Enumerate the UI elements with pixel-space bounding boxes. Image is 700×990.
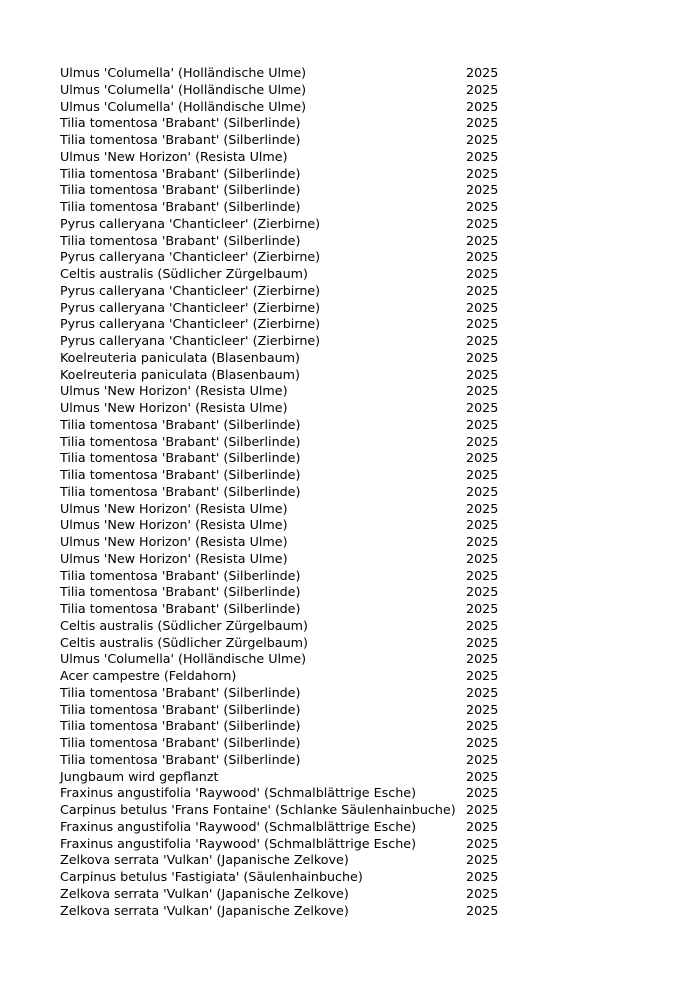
planting-year: 2025 [466, 416, 499, 432]
planting-year: 2025 [466, 349, 499, 365]
list-item [0, 685, 700, 702]
list-item [0, 501, 700, 518]
planting-year: 2025 [466, 433, 499, 449]
planting-year: 2025 [466, 148, 499, 164]
tree-name: Tilia tomentosa 'Brabant' (Silberlinde) [60, 701, 301, 717]
planting-year: 2025 [466, 249, 499, 265]
tree-name: Tilia tomentosa 'Brabant' (Silberlinde) [60, 735, 301, 750]
list-item [0, 601, 700, 618]
tree-name: Tilia tomentosa 'Brabant' (Silberlinde) [60, 199, 301, 214]
list-item [0, 300, 700, 317]
list-item [0, 383, 700, 400]
list-item [0, 869, 700, 886]
planting-year: 2025 [466, 651, 499, 667]
planting-year: 2025 [466, 316, 499, 332]
list-item [0, 584, 700, 601]
planting-year: 2025 [466, 550, 499, 566]
tree-name: Tilia tomentosa 'Brabant' (Silberlinde) [60, 433, 301, 449]
planting-year: 2025 [466, 450, 499, 466]
tree-name: Fraxinus angustifolia 'Raywood' (Schmalblättrige Esche) [60, 785, 417, 801]
planting-year: 2025 [466, 333, 499, 348]
tree-name: Celtis australis (Südlicher Zürgelbaum) [60, 266, 308, 281]
tree-name: Tilia tomentosa 'Brabant' (Silberlinde) [60, 450, 301, 466]
planting-year: 2025 [466, 684, 499, 700]
tree-name: Ulmus 'Columella' (Holländische Ulme) [60, 81, 307, 97]
list-item [0, 651, 700, 668]
list-item [0, 283, 700, 300]
tree-name: Ulmus 'New Horizon' (Resista Ulme) [60, 148, 288, 164]
planting-year: 2025 [466, 617, 499, 633]
planting-year: 2025 [466, 835, 499, 851]
list-item [0, 166, 700, 183]
list-item [0, 115, 700, 132]
tree-name: Ulmus 'Columella' (Holländische Ulme) [60, 98, 307, 114]
list-item [0, 417, 700, 434]
list-item [0, 249, 700, 266]
list-item [0, 769, 700, 786]
planting-year: 2025 [466, 383, 499, 399]
planting-year: 2025 [466, 232, 499, 248]
planting-year: 2025 [466, 165, 499, 181]
list-item [0, 316, 700, 333]
list-item [0, 65, 700, 82]
planting-year: 2025 [466, 182, 499, 198]
tree-name: Carpinus betulus 'Fastigiata' (Säulenhainbuche) [60, 869, 363, 884]
list-item [0, 484, 700, 501]
tree-name: Tilia tomentosa 'Brabant' (Silberlinde) [60, 751, 301, 767]
planting-year: 2025 [466, 81, 499, 97]
tree-name: Tilia tomentosa 'Brabant' (Silberlinde) [60, 584, 301, 600]
tree-name: Pyrus calleryana 'Chanticleer' (Zierbirne) [60, 215, 321, 231]
list-item [0, 635, 700, 652]
list-item [0, 199, 700, 216]
planting-year: 2025 [466, 735, 499, 750]
planting-year: 2025 [466, 869, 499, 884]
list-item [0, 216, 700, 233]
tree-name: Pyrus calleryana 'Chanticleer' (Zierbirne) [60, 299, 321, 315]
tree-name: Tilia tomentosa 'Brabant' (Silberlinde) [60, 567, 301, 583]
tree-name: Pyrus calleryana 'Chanticleer' (Zierbirne) [60, 316, 321, 332]
tree-name: Pyrus calleryana 'Chanticleer' (Zierbirne) [60, 249, 321, 265]
tree-name: Acer campestre (Feldahorn) [60, 668, 237, 683]
list-item [0, 99, 700, 116]
tree-name: Ulmus 'Columella' (Holländische Ulme) [60, 651, 307, 667]
planting-year: 2025 [466, 885, 499, 901]
list-item [0, 618, 700, 635]
planting-year: 2025 [466, 601, 499, 616]
tree-name: Celtis australis (Südlicher Zürgelbaum) [60, 617, 308, 633]
planting-year: 2025 [466, 266, 499, 281]
list-item [0, 266, 700, 283]
tree-name: Tilia tomentosa 'Brabant' (Silberlinde) [60, 467, 301, 482]
list-item [0, 400, 700, 417]
list-item [0, 434, 700, 451]
list-item [0, 534, 700, 551]
list-item [0, 82, 700, 99]
tree-name: Ulmus 'Columella' (Holländische Ulme) [60, 65, 307, 80]
tree-name: Koelreuteria paniculata (Blasenbaum) [60, 349, 300, 365]
tree-list [0, 65, 700, 919]
list-item [0, 233, 700, 250]
tree-name: Tilia tomentosa 'Brabant' (Silberlinde) [60, 232, 301, 248]
tree-name: Ulmus 'New Horizon' (Resista Ulme) [60, 383, 288, 399]
tree-name: Pyrus calleryana 'Chanticleer' (Zierbirne) [60, 333, 321, 348]
tree-name: Tilia tomentosa 'Brabant' (Silberlinde) [60, 182, 301, 198]
list-item [0, 886, 700, 903]
tree-name: Tilia tomentosa 'Brabant' (Silberlinde) [60, 416, 301, 432]
list-item [0, 718, 700, 735]
planting-year: 2025 [466, 400, 499, 415]
tree-name: Tilia tomentosa 'Brabant' (Silberlinde) [60, 718, 301, 734]
list-item [0, 367, 700, 384]
planting-year: 2025 [466, 785, 499, 801]
planting-year: 2025 [466, 768, 499, 784]
planting-year: 2025 [466, 215, 499, 231]
list-item [0, 132, 700, 149]
list-item [0, 819, 700, 836]
list-item [0, 752, 700, 769]
planting-year: 2025 [466, 500, 499, 516]
tree-name: Koelreuteria paniculata (Blasenbaum) [60, 366, 300, 382]
tree-name: Carpinus betulus 'Frans Fontaine' (Schlanke Säulenhainbuche) [60, 802, 456, 817]
tree-name: Celtis australis (Südlicher Zürgelbaum) [60, 634, 308, 650]
planting-year: 2025 [466, 567, 499, 583]
tree-name: Zelkova serrata 'Vulkan' (Japanische Zelkove) [60, 902, 349, 918]
planting-year: 2025 [466, 299, 499, 315]
planting-year: 2025 [466, 366, 499, 382]
list-item [0, 450, 700, 467]
planting-year: 2025 [466, 98, 499, 114]
tree-name: Fraxinus angustifolia 'Raywood' (Schmalblättrige Esche) [60, 818, 417, 834]
list-item [0, 852, 700, 869]
list-item [0, 668, 700, 685]
planting-year: 2025 [466, 467, 499, 482]
list-item [0, 802, 700, 819]
tree-name: Ulmus 'New Horizon' (Resista Ulme) [60, 550, 288, 566]
list-item [0, 350, 700, 367]
list-item [0, 785, 700, 802]
list-item [0, 568, 700, 585]
list-item [0, 836, 700, 853]
planting-year: 2025 [466, 902, 499, 918]
tree-name: Tilia tomentosa 'Brabant' (Silberlinde) [60, 483, 301, 499]
tree-name: Ulmus 'New Horizon' (Resista Ulme) [60, 500, 288, 516]
tree-name: Tilia tomentosa 'Brabant' (Silberlinde) [60, 165, 301, 181]
planting-year: 2025 [466, 65, 499, 80]
list-item [0, 333, 700, 350]
planting-year: 2025 [466, 282, 499, 298]
tree-name: Tilia tomentosa 'Brabant' (Silberlinde) [60, 115, 301, 131]
planting-year: 2025 [466, 634, 499, 650]
list-item [0, 149, 700, 166]
planting-year: 2025 [466, 517, 499, 533]
list-item [0, 517, 700, 534]
tree-name: Zelkova serrata 'Vulkan' (Japanische Zelkove) [60, 885, 349, 901]
tree-name: Ulmus 'New Horizon' (Resista Ulme) [60, 400, 288, 415]
list-item [0, 182, 700, 199]
tree-name: Jungbaum wird gepflanzt [60, 768, 219, 784]
tree-name: Zelkova serrata 'Vulkan' (Japanische Zelkove) [60, 852, 349, 868]
list-item [0, 702, 700, 719]
planting-year: 2025 [466, 701, 499, 717]
tree-name: Ulmus 'New Horizon' (Resista Ulme) [60, 534, 288, 549]
planting-year: 2025 [466, 584, 499, 600]
tree-name: Fraxinus angustifolia 'Raywood' (Schmalblättrige Esche) [60, 835, 417, 851]
planting-year: 2025 [466, 534, 499, 549]
list-item [0, 551, 700, 568]
planting-year: 2025 [466, 802, 499, 817]
tree-name: Tilia tomentosa 'Brabant' (Silberlinde) [60, 601, 301, 616]
planting-year: 2025 [466, 115, 499, 131]
planting-year: 2025 [466, 668, 499, 683]
tree-name: Ulmus 'New Horizon' (Resista Ulme) [60, 517, 288, 533]
list-item [0, 467, 700, 484]
tree-name: Tilia tomentosa 'Brabant' (Silberlinde) [60, 132, 301, 147]
tree-name: Pyrus calleryana 'Chanticleer' (Zierbirne) [60, 282, 321, 298]
list-item [0, 903, 700, 920]
planting-year: 2025 [466, 483, 499, 499]
planting-year: 2025 [466, 751, 499, 767]
planting-year: 2025 [466, 818, 499, 834]
list-item [0, 735, 700, 752]
planting-year: 2025 [466, 132, 499, 147]
planting-year: 2025 [466, 852, 499, 868]
tree-name: Tilia tomentosa 'Brabant' (Silberlinde) [60, 684, 301, 700]
planting-year: 2025 [466, 718, 499, 734]
planting-year: 2025 [466, 199, 499, 214]
